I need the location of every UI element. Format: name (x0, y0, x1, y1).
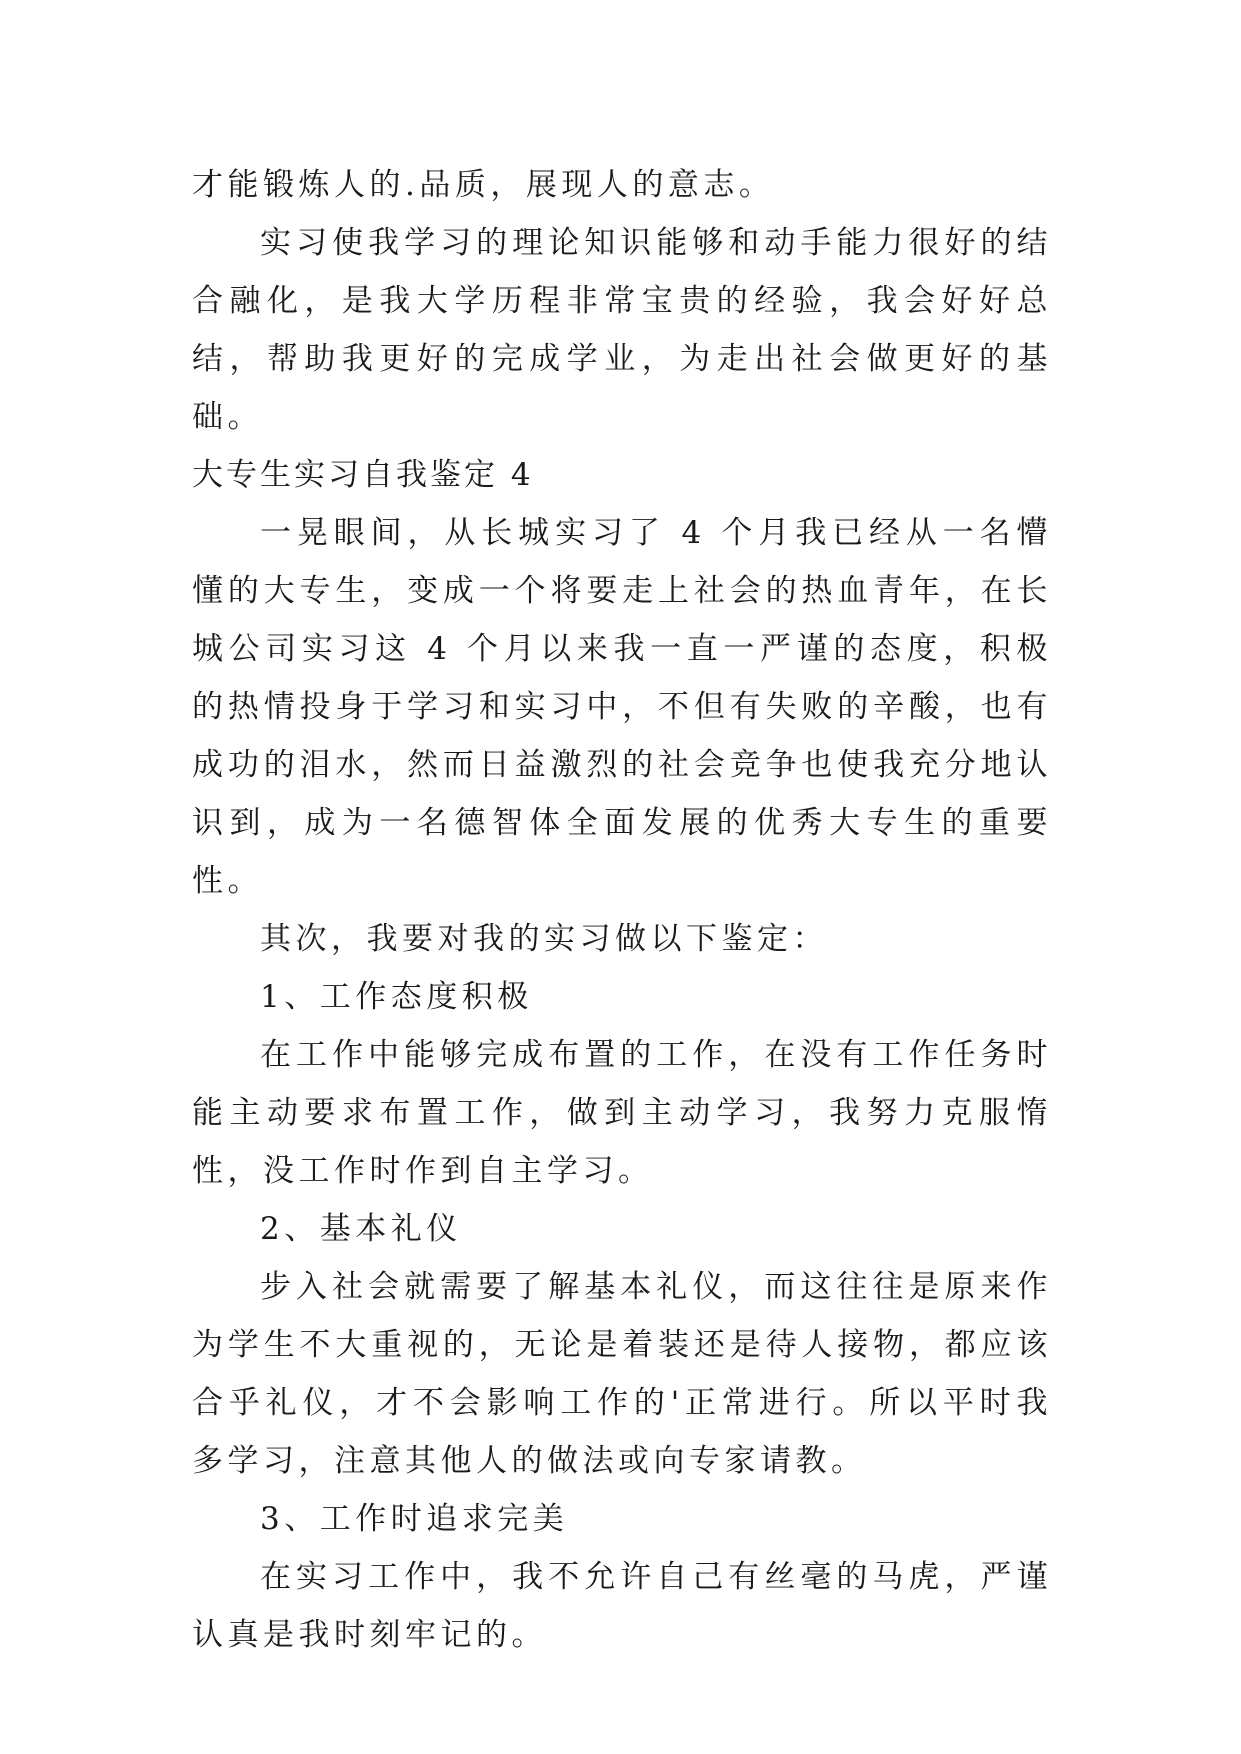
paragraph: 在实习工作中，我不允许自己有丝毫的马虎，严谨认真是我时刻牢记的。 (192, 1559, 1052, 1653)
list-item-heading: 3、工作时追求完美 (260, 1501, 569, 1537)
list-item-heading: 1、工作态度积极 (260, 979, 533, 1015)
paragraph: 实习使我学习的理论知识能够和动手能力很好的结合融化，是我大学历程非常宝贵的经验，我会好好总结，帮助我更好的完成学业，为走出社会做更好的基础。 (192, 225, 1052, 435)
paragraph: 在工作中能够完成布置的工作，在没有工作任务时能主动要求布置工作，做到主动学习，我努力克服惰性，没工作时作到自主学习。 (192, 1037, 1052, 1189)
section-heading: 大专生实习自我鉴定 4 (192, 457, 534, 493)
paragraph: 其次，我要对我的实习做以下鉴定： (260, 921, 828, 957)
document-body (192, 156, 1052, 1664)
paragraph-continuation: 才能锻炼人的.品质，展现人的意志。 (192, 167, 775, 203)
paragraph: 一晃眼间，从长城实习了 4 个月我已经从一名懵懂的大专生，变成一个将要走上社会的热血青年，在长城公司实习这 4 个月以来我一直一严谨的态度，积极的热情投身于学习和实习中，不但有失败的辛酸，也有成功的泪水，然而日益激烈的社会竞争也使我充分地认识到，成为一名德智体全面发展的优秀大专生的重要性。 (192, 515, 1052, 899)
paragraph: 步入社会就需要了解基本礼仪，而这往往是原来作为学生不大重视的，无论是着装还是待人接物，都应该合乎礼仪，才不会影响工作的'正常进行。所以平时我多学习，注意其他人的做法或向专家请教。 (192, 1269, 1052, 1479)
list-item-heading: 2、基本礼仪 (260, 1211, 462, 1247)
